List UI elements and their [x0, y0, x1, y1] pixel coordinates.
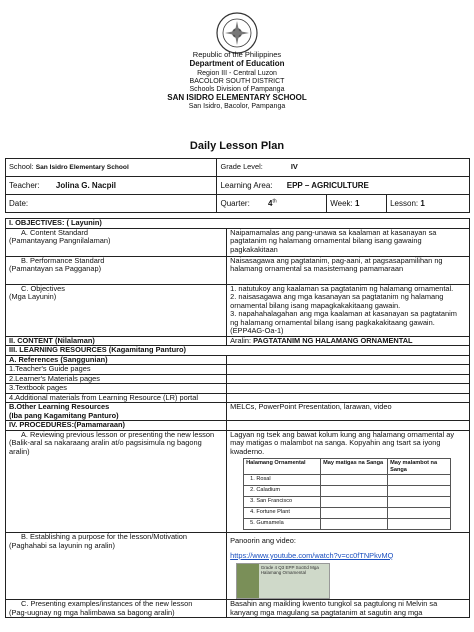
motivation-content	[227, 533, 470, 600]
lesson-plan-table	[5, 218, 470, 618]
teacher-label: Teacher:	[9, 180, 40, 190]
reference-item: 3.Textbook pages	[6, 384, 227, 394]
procedures-heading: IV. PROCEDURES:(Pamamaraan)	[6, 421, 227, 431]
page-title: Daily Lesson Plan	[189, 140, 285, 152]
plant-check[interactable]	[388, 497, 451, 508]
plant-check[interactable]	[321, 475, 388, 486]
plant-name: 5. Gumamela	[244, 519, 321, 530]
review-sub: (Balik-aral sa nakaraang aralin at/o pagsisimula ng bagong aralin)	[9, 438, 202, 456]
objectives-list	[227, 284, 470, 336]
lesson-value: 1	[420, 198, 425, 208]
region-line: Region III - Central Luzon	[197, 70, 277, 77]
review-instructions: Lagyan ng tsek ang bawat kolum kung ang halamang ornamental ay may matigas o malambot na sanga. Kopyahin ang tsart sa iyong kwaderno.	[230, 429, 455, 456]
presenting-text: Basahin ang maikling kwento tungkol sa pagtulong ni Melvin sa kanyang mga magulang sa pagtatanim at sagutin ang mga	[227, 600, 470, 618]
resources-heading: III. LEARNING RESOURCES (Kagamitang Panturo)	[6, 346, 470, 356]
plant-check[interactable]	[388, 519, 451, 530]
review-content	[227, 430, 470, 532]
republic-line: Republic of the Philippines	[192, 50, 282, 59]
plant-check[interactable]	[388, 508, 451, 519]
video-thumbnail-photo	[237, 564, 259, 598]
presenting-sub: (Pag-uugnay ng mga halimbawa sa bagong aralin)	[9, 607, 175, 617]
school-address: San Isidro, Bacolor, Pampanga	[188, 103, 286, 110]
plants-col-header: Halamang Ornamental	[244, 459, 321, 475]
content-standard-text: Naipamamalas ang pang-unawa sa kaalaman at kasanayan sa pagtatanim ng halamang ornamental bilang isang gawaing pagkakakitaan	[227, 228, 470, 256]
references-empty	[227, 355, 470, 365]
plant-name: 4. Fortune Plant	[244, 508, 321, 519]
date-cell	[6, 195, 217, 213]
objectives-sub: (Mga Layunin)	[9, 292, 57, 302]
content-standard-cell	[6, 228, 227, 256]
other-resources-value: MELCs, PowerPoint Presentation, larawan, video	[227, 403, 470, 421]
performance-standard-cell	[6, 256, 227, 284]
plant-check[interactable]	[388, 475, 451, 486]
plant-name: 2. Caladium	[244, 486, 321, 497]
reference-value	[227, 384, 470, 394]
presenting-cell	[6, 600, 227, 618]
motivation-cell	[6, 533, 227, 600]
plant-name: 3. San Francisco	[244, 497, 321, 508]
plants-col-header: May malambot na Sanga	[388, 459, 451, 475]
lesson-label: Lesson:	[390, 198, 419, 208]
procedures-empty	[227, 421, 470, 431]
grade-value: IV	[290, 162, 298, 172]
motivation-sub: (Paghahabi sa layunin ng aralin)	[9, 540, 116, 550]
quarter-cell	[217, 195, 327, 213]
reference-item: 2.Learner's Materials pages	[6, 374, 227, 384]
motivation-text: Panoorin ang video:	[230, 536, 296, 546]
area-cell	[217, 177, 470, 195]
department-line: Department of Education	[189, 59, 285, 68]
references-heading: A. References (Sanggunian)	[6, 355, 227, 365]
area-label: Learning Area:	[220, 180, 273, 190]
lesson-cell	[387, 195, 470, 213]
school-cell	[6, 159, 217, 177]
deped-seal-icon	[216, 12, 258, 54]
review-cell	[6, 430, 227, 532]
quarter-label: Quarter:	[220, 198, 250, 208]
plant-check[interactable]	[321, 519, 388, 530]
plants-table	[243, 458, 451, 530]
video-link[interactable]: https://www.youtube.com/watch?v=cc0fTNPkvMQ	[230, 550, 394, 560]
info-table	[5, 158, 470, 213]
aralin-value: PAGTATANIM NG HALAMANG ORNAMENTAL	[253, 335, 413, 345]
date-label: Date:	[9, 198, 29, 208]
objective-item: 1. natutukoy ang kaalaman sa pagtatanim ng halamang ornamental.	[230, 283, 454, 293]
division-line: Schools Division of Pampanga	[189, 86, 285, 93]
other-resources-label: B.Other Learning Resources	[9, 402, 110, 412]
review-label: A. Reviewing previous lesson or presenting the new lesson	[21, 429, 215, 439]
school-label: School:	[9, 162, 34, 172]
aralin-label: Aralin:	[230, 335, 252, 345]
reference-value	[227, 365, 470, 375]
grade-cell	[217, 159, 470, 177]
area-value: EPP – AGRICULTURE	[286, 180, 369, 190]
objectives-label: C. Objectives	[21, 283, 65, 293]
quarter-suffix: th	[272, 198, 277, 205]
week-label: Week:	[330, 198, 353, 208]
teacher-value: Jolina G. Nacpil	[55, 180, 116, 190]
content-standard-sub: (Pamantayang Pangnilalaman)	[9, 236, 111, 246]
other-resources-cell	[6, 403, 227, 421]
grade-label: Grade Level:	[220, 162, 263, 172]
performance-standard-label: B. Performance Standard	[21, 255, 105, 265]
content-heading: II. CONTENT (Nilalaman)	[6, 336, 227, 346]
teacher-cell	[6, 177, 217, 195]
reference-value	[227, 374, 470, 384]
aralin-cell	[227, 336, 470, 346]
objectives-heading: I. OBJECTIVES: ( Layunin)	[6, 219, 470, 229]
week-cell	[327, 195, 387, 213]
reference-item: 4.Additional materials from Learning Resource (LR) portal	[6, 393, 227, 403]
reference-item: 1.Teacher's Guide pages	[6, 365, 227, 375]
motivation-label: B. Establishing a purpose for the lesson/Motivation	[21, 532, 187, 542]
plant-check[interactable]	[321, 497, 388, 508]
district-line: BACOLOR SOUTH DISTRICT	[189, 78, 285, 85]
plant-check[interactable]	[388, 486, 451, 497]
presenting-label: C. Presenting examples/instances of the new lesson	[21, 599, 193, 609]
performance-standard-text: Naisasagawa ang pagtatanim, pag-aani, at pagsasapamilihan ng halamang ornamental sa masistemang pamamaraan	[227, 256, 470, 284]
objective-item: 2. naisasagawa ang mga kasanayan sa pagtatanim ng halamang ornamental bilang isang mapagkakakitaang gawain.	[230, 292, 444, 310]
school-name: SAN ISIDRO ELEMENTARY SCHOOL	[167, 93, 307, 102]
quarter-value: 4	[268, 198, 273, 208]
video-caption: Grade 4 Q3 EPP SocEd Mga Halamang Ornamental	[260, 565, 319, 576]
other-resources-sub: (Iba pang Kagamitang Panturo)	[9, 410, 119, 420]
plant-name: 1. Rosal	[244, 475, 321, 486]
plants-col-header: May matigas na Sanga	[321, 459, 388, 475]
week-value: 1	[354, 198, 360, 208]
performance-standard-sub: (Pamantayan sa Pagganap)	[9, 264, 102, 274]
objectives-cell	[6, 284, 227, 336]
content-standard-label: A. Content Standard	[21, 227, 88, 237]
objective-item: 3. napahahalagahan ang mga kaalaman at kasanayan sa pagtatanim ng halamang ornamental bilang isang pagkakakitaang gawain. (EPP4AG-Oa-1)	[230, 309, 457, 336]
school-value: San Isidro Elementary School	[35, 164, 129, 172]
plant-check[interactable]	[321, 508, 388, 519]
plant-check[interactable]	[321, 486, 388, 497]
video-thumbnail[interactable]	[236, 563, 330, 599]
